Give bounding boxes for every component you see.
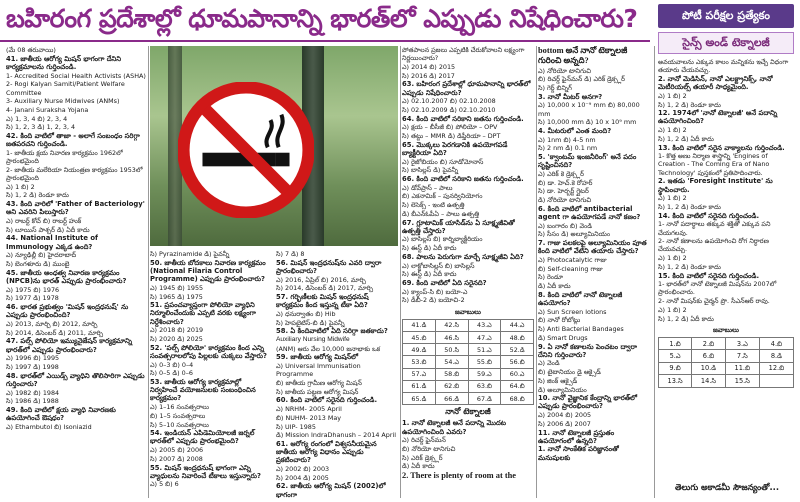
text-line: ఎ) 1 బి) 2 (658, 254, 687, 263)
answer-cell: 14.సి (692, 375, 726, 387)
answer-cell: 11.బి (725, 362, 759, 374)
text-line: సి) డా. హెర్బర్ట్ గ్లైటర్ (538, 187, 589, 196)
answer-cell: 43.ఎ (468, 319, 501, 331)
text-line: 46. భారత ప్రభుత్వం 'మిషన్ ఇంద్రధనుష్' ను ఎప్పుడు ప్రారంభించింది? (6, 303, 129, 320)
answer-row (403, 380, 534, 392)
text-line: ఎ) డోవ్‌ప్రాస్‌ – పాలు (402, 183, 453, 192)
text-line: 57. గర్భిణీలకు మిషన్ ఇంద్రధనుష్ కార్యక్రమం కింద ఇస్తున్న టీకా ఏది? (276, 293, 369, 310)
text-line: 1. నానో టెక్నాలజీ అనే పదాన్ని మొదట ఉపయోగించింది ఎవరు? (402, 419, 507, 436)
answer-cell: 67.డి (468, 393, 501, 405)
text-line: 14. కింది వాటిలో సరైనది గుర్తించండి. (658, 211, 760, 220)
headline-rule (0, 40, 650, 42)
text-line: సి) 1, 2 డి) ఏదీ కాదు (658, 314, 714, 323)
text-line: 13. కింది వాటిలో సరైన వాక్యాలను గుర్తించండి. (658, 143, 785, 152)
text-line: ఎ) రిచర్డ్ ఫైన్‌మన్ (402, 436, 446, 445)
column-4-questions (402, 46, 534, 305)
text-line: ఎ) 1 బి) 2 (6, 182, 35, 191)
answer-cell: 10.డి (692, 362, 726, 374)
answer-cell: 6.బి (692, 350, 726, 362)
text-line: 61. ఆరోగ్య రంగంలో విశ్వసనీయమైన జాతీయ ఆరోగ్య విధానం ఎప్పుడు ప్రకటించారు? (276, 439, 377, 465)
text-line: ఎ) 2004 బి) 2005 (538, 411, 592, 420)
text-line: 5. 'క్వాంటమ్ ఇంజనీరింగ్' అనే పదం సృష్టించినది? (538, 153, 637, 170)
text-line: సి) గెర్డ్ బిన్నిగ్ (538, 83, 572, 92)
text-line: ఎ) 10,000 x 10⁻⁹ mm బి) 80,000 mm (538, 101, 640, 118)
text-line: సి) లూయిస్ పాశ్చర్ డి) ఏదీ కాదు (6, 225, 90, 234)
text-line: ఎ) ఎరిక్ కె డ్రెక్స్లర్ (538, 169, 584, 178)
special-badge: పోటీ పరీక్షల ప్రత్యేకం (658, 4, 794, 28)
text-line: 2. ఇతడు 'Foresight Institute' ను స్థాపించారు. (658, 177, 773, 194)
text-line: బి) NUHM- 2013 May (276, 413, 342, 422)
answer-cell: 42.సి (435, 319, 468, 331)
text-line: ఎ) 1, 3, 4 బి) 2, 3, 4 (6, 114, 68, 123)
text-line: సి) 2004 డి) 2005 (276, 473, 329, 482)
text-line: సి) 1, 2 డి) రెండూ కాదు (6, 191, 69, 200)
column-2 (150, 250, 270, 498)
answer-cell: 47.ఎ (468, 332, 501, 344)
answer-cell: 56.బి (501, 356, 534, 368)
text-line: 15. కింది వాటిలో సరైనది గుర్తించండి. (658, 271, 760, 280)
answer-row (659, 350, 794, 362)
text-line: ఎ) నోరియో టానిగుచి (538, 66, 592, 75)
text-line: 1. నానో సాంకేతిక పరిజ్ఞానంతో మనుషులకు (538, 445, 619, 462)
answer-cell: 13.సి (659, 375, 692, 387)
article-photo (150, 46, 398, 246)
text-line: Auxiliary Nursing Midwife (276, 336, 350, 344)
text-line: 56. మిషన్ ఇంద్రధనుష్‌ను ఎవరి ద్వారా ప్రారంభించారు? (276, 258, 382, 275)
text-line: ఎ) 1–16 సంవత్సరాలు (150, 403, 209, 412)
column-4-nano-questions (402, 419, 534, 481)
text-line: ఎ) 2018 బి) 2019 (150, 326, 204, 335)
text-line: ఎ) 1982 బి) 1984 (6, 388, 60, 397)
text-line: 62. జాతీయ ఆరోగ్య మిషన్ (2002)లో భాగంగా (276, 482, 386, 498)
text-line: 65. మొక్కలు పెరగడానికి ఉపయోగపడే బ్యాక్టీరియా ఏది? (402, 140, 508, 157)
text-line: 1- నానో పదార్థాలు తక్కువ శక్తితో ఎక్కువ పని చేయగలవు. (658, 220, 771, 237)
text-line: సి) 1986 డి) 1988 (6, 397, 59, 406)
text-line: ఎ) 2016, ఏప్రిల్ బి) 2016, మార్చి (276, 275, 366, 284)
section-heading: సైన్స్ అండ్ టెక్నాలజీ (658, 32, 794, 54)
text-line: 1- జాతీయ క్షయ నివారణ కార్యక్రమం 1962లో ప్రారంభమైంది (6, 148, 123, 166)
text-line: సి) సీసం డి) అల్యూమినియం (538, 230, 611, 239)
answers-label: జవాబులు (455, 307, 481, 316)
column-divider (536, 46, 537, 498)
answer-cell: 54.ఎ (435, 356, 468, 368)
text-line: సి) 0–5 డి) 0–6 (150, 369, 193, 378)
text-line: ఎ) బాసిల్లస్ బి) కార్నిబ్యాక్టీరియం (402, 235, 483, 244)
answer-row (403, 332, 534, 344)
text-line: 2- నానో మిషన్‌కు చైర్మన్ ప్రొ. సీఎన్ఆర్ రావు. (658, 297, 770, 306)
text-line: ఎ) 5 బి) 6 (150, 480, 179, 489)
text-line: డి) అల్యూమినియం (538, 385, 587, 394)
text-line: 67. గ్లూటామిక్ యాసిడ్‌ను ఏ సూక్ష్మజీవితో ఉత్పత్తి చేస్తారు? (402, 218, 515, 235)
text-line: ఎ) 1996 బి) 1995 (6, 354, 60, 363)
text-line: బి) డా. హెచ్.కె రోహర్ (538, 178, 593, 187)
text-line: సి) 5–10 సంవత్సరాలు (150, 420, 209, 429)
text-line: సి) జింక్ ఆక్సైడ్ (538, 376, 578, 385)
answer-row (403, 368, 534, 380)
text-line: సి) బాసిల్లస్ డి) పైవన్నీ (402, 166, 459, 175)
text-line: 49. కింది వాటిలో క్షయ వ్యాధి నివారణకు ఉపయోగించే ఔషధం? (6, 406, 116, 423)
text-line: సి) 1, 2 డి) రెండూ కాదు (658, 100, 721, 109)
text-line: ఎ) 1975 బి) 1976 (6, 285, 60, 294)
text-line: 47. పల్స్ పోలియో ఇమ్యునైజేషన్ కార్యక్రమాన్ని భారత్‌లో ఎప్పుడు ప్రారంభించారు? (6, 337, 133, 354)
text-line: ఎ) 2014 బి) 2015 (402, 62, 456, 71)
text-line: ఎ) Ethambutol బి) Isoniazid (6, 422, 92, 431)
text-line: అవయవాలను ఎక్కువ కాలం మన్నికను ఇచ్చే విధంగా తయారు చేయవచ్చు. (658, 58, 789, 75)
text-line: ఎ) రైజోబియం బి) సూడోమోనాస్ (402, 157, 484, 166)
text-line: సి) 1, 2 డి) ఏదీ కాదు (658, 134, 714, 143)
text-line: 45. జాతీయ అంధత్వ నివారణ కార్యక్రమం (NPCB)ను భారత్ ఎప్పుడు ప్రారంభించారు? (6, 268, 127, 285)
answer-cell: 5.ఎ (659, 350, 692, 362)
text-line: 2- జాతీయ మలేరియా నియంత్రణ కార్యక్రమం 1953లో ప్రారంభమైంది (6, 165, 143, 183)
text-line: 6. కింది వాటిలో antibacterial agent గా ఉపయోగపడే నానో కణం? (538, 204, 641, 221)
text-line: డి) Smart Drugs (538, 333, 588, 342)
answer-cell: 15.సి (725, 375, 759, 387)
text-line: ఎ) 0–3 బి) 0–4 (150, 360, 194, 369)
text-line: 2. There is plenty of room at the (402, 471, 516, 481)
text-line: 12. 1974లో 'నానో టెక్నాలజీ' అనే పదాన్ని ఉపయోగించింది? (658, 109, 778, 126)
text-line: ఎ) Sun Screen lotions (538, 307, 607, 316)
text-line: సి) 2016 డి) 2017 (402, 71, 455, 80)
text-line: సి) 02.10.2009 డి) 02.10.2010 (402, 105, 496, 114)
answer-cell: 4.బి (759, 338, 793, 350)
answers-table-1 (402, 319, 534, 405)
text-line: సి) ఈస్ట్ డి) ఏదీ కాదు (402, 270, 457, 279)
answer-cell: 49.డి (403, 344, 436, 356)
text-line: బి) ఎకనామిక్ – పునర్వినియోగం (402, 192, 483, 201)
text-line: బి) 1–5 సంవత్సరాలు (150, 411, 206, 420)
column-3 (276, 250, 398, 498)
answer-cell: 66.డి (435, 393, 468, 405)
text-line: బి) టైటానియం డై ఆక్సైడ్ (538, 368, 601, 377)
text-line: సి) 1977 డి) 1978 (6, 294, 59, 303)
text-line: ఎ) 1945 బి) 1955 (150, 283, 204, 292)
text-line: ఎ) 1nm బి) 4-5 nm (538, 135, 596, 144)
text-line: సి) బెంగళూరు డి) ముంబై (6, 260, 70, 269)
text-line: 7. గాజు పలకలపై అల్యూమినియం పూత కింది వాటిలో వేటిని తయారు చేస్తారు? (538, 239, 647, 256)
footer-credit: తెలుగు అకాడమీ సౌజన్యంతో... (674, 482, 780, 492)
answer-cell: 50.సి (435, 344, 468, 356)
text-line: సి) హెపటైటిస్-బి డి) పైవన్నీ (276, 318, 345, 327)
text-line: 48. భారత్‌లో ఎయిడ్స్ వ్యాధిని తొలిసారిగా ఎప్పుడు గుర్తించారు? (6, 371, 145, 388)
answer-row (403, 356, 534, 368)
column-6-questions (658, 58, 794, 323)
answer-cell: 60.ఎ (501, 368, 534, 380)
text-line: సి) Pyrazinamide డి) పైవన్నీ (150, 250, 230, 258)
text-line: ఎ) 1 బి) 2 (658, 91, 687, 100)
text-line: 53. జాతీయ ఆరోగ్య కార్యక్రమాల్లో నిర్వహించే వయోజనులకు సంబంధించిన కార్యక్రమం? (150, 378, 256, 403)
text-line: 4- Janani Suraksha Yojana (6, 105, 89, 114)
text-line: 64. కింది వాటిలో సరికాని జతను గుర్తించండి. (402, 114, 524, 123)
text-line: ఎ) ధనుర్వాతం బి) Hib (276, 309, 336, 318)
answer-cell: 52.డి (501, 344, 534, 356)
text-line: సి) 1965 డి) 1975 (150, 292, 203, 301)
text-line: బి) Self-cleaning గాజు (538, 264, 603, 273)
answer-cell: 62.బి (435, 380, 468, 392)
text-line: 51. ప్రపంచవ్యాప్తంగా పోలియో వ్యాధిని నిర్మూలించేందుకు ఎప్పటి వరకు లక్ష్యంగా నిర్దేశించారు? (150, 301, 256, 326)
text-line: 69. కింది వాటిలో ఏది సరైనది? (402, 278, 487, 287)
text-line: బి) నోరియో టానిగుచి (402, 445, 456, 454)
answer-cell: 3.ఎ (725, 338, 759, 350)
text-line: డి) Mission IndraDhanush – 2014 April (276, 431, 397, 440)
answer-cell: 44.ఎ (501, 319, 534, 331)
text-line: 54. ఇండియన్ ఎపిడెమియోలజీ జర్నల్ భారత్‌లో ఎప్పుడు ప్రారంభమైంది? (150, 429, 255, 446)
text-line: ఎ) క్యాంప్-సి బి) బయో-ఎ (402, 287, 468, 296)
text-line: సి) 7 డి) 8 (276, 250, 305, 258)
text-line: 9. ఏ నానో కణాలను పెంచటం ద్వారా దేనిని గుర్తించారు? (538, 342, 637, 359)
answer-row (659, 375, 794, 387)
text-line: డి) బీఎన్‌ఓపీఏ – పాలు ఉత్పత్తి (402, 209, 480, 218)
column-divider (654, 46, 655, 498)
text-line: 1- భారత్‌లో నానో టెక్నాలజీ మిషన్‌ను 2007లో ప్రారంభించారు. (658, 280, 777, 297)
text-line: (మే 08 తరువాయి) (6, 46, 56, 54)
text-line: ఎ) 1 బి) 2 (658, 194, 687, 203)
text-line: 60. కింది వాటిలో సరైనది గుర్తించండి. (276, 396, 378, 405)
answer-cell: 12.బి (759, 362, 793, 374)
nano-section-heading: నానో టెక్నాలజీ (445, 407, 491, 417)
answer-row (659, 362, 794, 374)
text-line: 3- Auxiliary Nurse Midwives (ANMs) (6, 97, 120, 106)
text-line: 58. ఏ కిందివాటిలో ఏది సరిగ్గా జతకాదు? (276, 327, 388, 336)
text-line: 44. National Institute of Immunology ఎక్కడ ఉంది? (6, 234, 98, 251)
text-line: 55. మిషన్ ఇంద్రధనుష్ భాగంగా ఎన్ని వ్యాధులను నివారించే టీకాలు ఇస్తున్నారు? (150, 463, 261, 480)
text-line: సి) 2 nm డి) 0.1 nm (538, 144, 598, 153)
text-line: బి) నానో రోబోట్లు (538, 316, 581, 325)
text-line: సి) 2020 డి) 2025 (150, 335, 203, 344)
answer-cell: 61.డి (403, 380, 436, 392)
answer-cell: 1.బి (659, 338, 692, 350)
text-line: 50. జాతీయ బోదకాలు నివారణ కార్యక్రమం (National Filaria Control Programme) ఎప్పుడు ప్రారంభించారు? (150, 258, 266, 284)
column-5 (538, 46, 650, 498)
text-line: పోతపాలన ప్రజలు ఎప్పటికి చేరుకోవాలని లక్ష్యంగా నిర్ణయించారు? (402, 46, 525, 63)
text-line: ఎ) లాక్టోబాసిల్లస్ బి) బాసిల్లస్ (402, 261, 475, 270)
text-line: డి) నోరియో టానిగుచి (538, 196, 592, 205)
text-line: ఎ) 2013, మార్చి బి) 2012, మార్చి (6, 320, 98, 328)
text-line: సి) 2014, డిసెంబర్ డి) 2017, మార్చి (276, 284, 374, 293)
answer-cell: 41.డి (403, 319, 436, 331)
text-line: ఎ) 2005 బి) 2006 (150, 446, 204, 455)
answer-cell: 45.బి (403, 332, 436, 344)
text-line: 4. మీటరులో ఎంత మంది? (538, 126, 612, 135)
text-line: ఎ) NRHM- 2005 April (276, 405, 342, 414)
text-line: ఎ) Photocatalytic గాజు (538, 255, 607, 264)
text-line: ఎ) 1 బి) 2 (658, 305, 687, 314)
text-line: సి) లెసెక్స్ - ఇంటి ఉత్పత్తి (402, 201, 465, 210)
headline: బహిరంగ ప్రదేశాల్లో ధూమపానాన్ని భారత్‌లో ఎప్పుడు నిషేధించారు? (6, 4, 638, 33)
text-line: 68. పాలను పెరుగుగా మార్చే సూక్ష్మజీవి ఏది? (402, 252, 524, 261)
text-line: సి) రెండూ (538, 273, 564, 282)
column-1 (6, 46, 146, 498)
text-line: ఎ) న్యూఢిల్లీ బి) హైదరాబాద్ (6, 251, 77, 260)
text-line: 41. జాతీయ ఆరోగ్య మిషన్ భాగంగా దేనిని కార్యక్రమాలను గుర్తించండి. (6, 54, 122, 71)
text-line: సి) 1997 డి) 1998 (6, 363, 59, 372)
text-line: 52. 'పల్స్ పోలియో' కార్యక్రమం కింద ఎన్ని సంవత్సరాలలోపు పిల్లలకు చుక్కలు వేస్తారు? (150, 343, 267, 360)
text-line: 59. జాతీయ ఆరోగ్య మిషన్‌లో (276, 353, 359, 362)
text-line: సి) 2007 డి) 2008 (150, 454, 203, 463)
text-line: 43. కింది వారిలో 'Father of Bacteriology' అని ఎవరిని పిలుస్తారు? (6, 200, 145, 217)
text-line: ఎ) Universal Immunisation Programme (276, 362, 361, 379)
no-smoking-sign-icon (178, 82, 314, 218)
answer-cell: 7.సి (725, 350, 759, 362)
text-line: సి) జాతీయ పట్టణ ఆరోగ్య మిషన్ (276, 387, 359, 396)
answer-cell: 65.డి (403, 393, 436, 405)
text-line: 3. నానో మీటర్ అనగా? (538, 92, 603, 101)
text-line: 8. కింది వాటిలో నానో టెక్నాలజీ ఉపయోగం? (538, 290, 623, 307)
answer-cell: 63.బి (468, 380, 501, 392)
answer-cell: 2.బి (692, 338, 726, 350)
answer-cell: 68.బి (501, 393, 534, 405)
text-line: సి) 1, 2 డి) రెండూ కాదు (658, 262, 721, 271)
text-line: సి) 1, 2 డి) రెండూ కాదు (658, 202, 721, 211)
answer-cell: 8.డి (759, 350, 793, 362)
column-divider (148, 46, 149, 498)
text-line: 42. కింది వాటిలో తాజా - అలాగే సంబంధం సరిగ్గా జతపరచని గుర్తించండి. (6, 132, 140, 149)
text-line: ఎ) 02.10.2007 బి) 02.10.2008 (402, 97, 496, 106)
answer-cell: 9.బి (659, 362, 692, 374)
answer-cell: 55.బి (468, 356, 501, 368)
column-divider (400, 46, 401, 498)
text-line: 66. కింది వాటిలో సరికాని జతను గుర్తించండి. (402, 175, 524, 184)
text-line: ఎ) రాబర్ట్ కోచ్ బి) రాబర్ట్ హుక్ (6, 217, 82, 226)
text-line: 2- Rogi Kalyan Samiti/Patient Welfare Committee (6, 80, 125, 97)
answer-cell: 51.ఎ (468, 344, 501, 356)
text-line: 63. బహిరంగ ప్రదేశాల్లో ధూమపానాన్ని భారత్‌లో ఎప్పుడు నిషేధించారు? (402, 80, 531, 97)
column-6 (658, 58, 794, 498)
text-line: సి) డీబీ-2 డి) బయోచి-2 (402, 296, 465, 305)
text-line: (ANM) ఆరు వేల 10,000 జనాభాకు ఒక (276, 344, 381, 353)
text-line: 1- Accredited Social Health Activists (ASHA) (6, 71, 146, 80)
text-line: బి) జాతీయ గ్రామీణ ఆరోగ్య మిషన్ (276, 379, 362, 388)
answer-row (659, 338, 794, 350)
text-line: డి) ఏదీ కాదు (402, 462, 435, 471)
column-4 (402, 46, 534, 498)
text-line: ఎ) 1 బి) 2 (658, 126, 687, 135)
answers-label-2: జవాబులు (713, 325, 739, 334)
answers-table-2 (658, 337, 794, 388)
answer-cell: 48.బి (501, 332, 534, 344)
text-line: 10. నానో వైజ్ఞానిక కేంద్రాన్ని భారత్‌లో ఎప్పుడు ప్రారంభించారు? (538, 394, 638, 411)
text-line: 1- కొత్త అణు నిర్మాణ శాస్త్రాన్ని 'Engines of Creation - The Coming Era of Nano Technology' పుస్తకంలో ప్రతిపాదించారు. (658, 152, 770, 177)
text-line: ఎ) వెండి (538, 359, 560, 368)
text-line: సి) ఈస్ట్ డి) ఏదీ కాదు (402, 244, 457, 253)
text-line: సి) UIP- 1985 (276, 422, 316, 431)
text-line: బి) రిచర్డ్ ఫైన్‌మన్ డి) ఎరిక్ డ్రెక్స్లర్ (538, 75, 625, 84)
answer-cell: 57.ఎ (403, 368, 436, 380)
text-line: 2- నానో కణాలను ఉపయోగించి రోగ నిర్ధారణ చేయవచ్చు. (658, 237, 769, 254)
text-line: ఎ) క్షయ – బీసీజీ బి) పోలియో – OPV (402, 123, 498, 132)
answer-cell: 64.బి (501, 380, 534, 392)
answer-cell: 58.బి (435, 368, 468, 380)
text-line: సి) 1, 2, 3 డి) 1, 2, 3, 4 (6, 123, 76, 132)
answer-cell: 46.సి (435, 332, 468, 344)
text-line: ఎ) బంగారం బి) వెండి (538, 221, 593, 230)
text-line: 11. నానో టెక్నాలజీ ప్రస్తుతం ఉపయోగంలో ఉన్నది? (538, 428, 615, 445)
answer-row (403, 344, 534, 356)
text-line: సి) 2006 డి) 2007 (538, 419, 591, 428)
answer-row (403, 393, 534, 405)
text-line: bottom అనే నానో టెక్నాలజీ గురించి అన్నది? (538, 46, 628, 65)
text-line: సి) తట్టు – MMR డి) డిఫ్తీరియా – DPT (402, 132, 501, 141)
text-line: సి) 2014, డిసెంబర్ డి) 2011, మార్చి (6, 328, 104, 337)
answer-cell (759, 375, 793, 387)
text-line: సి) ఎరిక్ డ్రెక్స్లర్ (402, 453, 443, 462)
text-line: సి) Anti Bacterial Bandages (538, 325, 624, 334)
answer-row (403, 319, 534, 331)
text-line: సి) 10,000 mm డి) 10 x 10⁹ mm (538, 118, 637, 127)
text-line: 2. నానో మెడిసిన్, నానో ఎలక్ట్రానిక్స్, నానో మెటీరియల్స్ తయారీ సాధ్యమైంది. (658, 74, 773, 92)
text-line: ఎ) 2002 బి) 2003 (276, 465, 330, 474)
answer-cell: 59.ఎ (468, 368, 501, 380)
text-line: డి) ఏదీ కాదు (538, 282, 571, 291)
answer-cell: 53.బి (403, 356, 436, 368)
